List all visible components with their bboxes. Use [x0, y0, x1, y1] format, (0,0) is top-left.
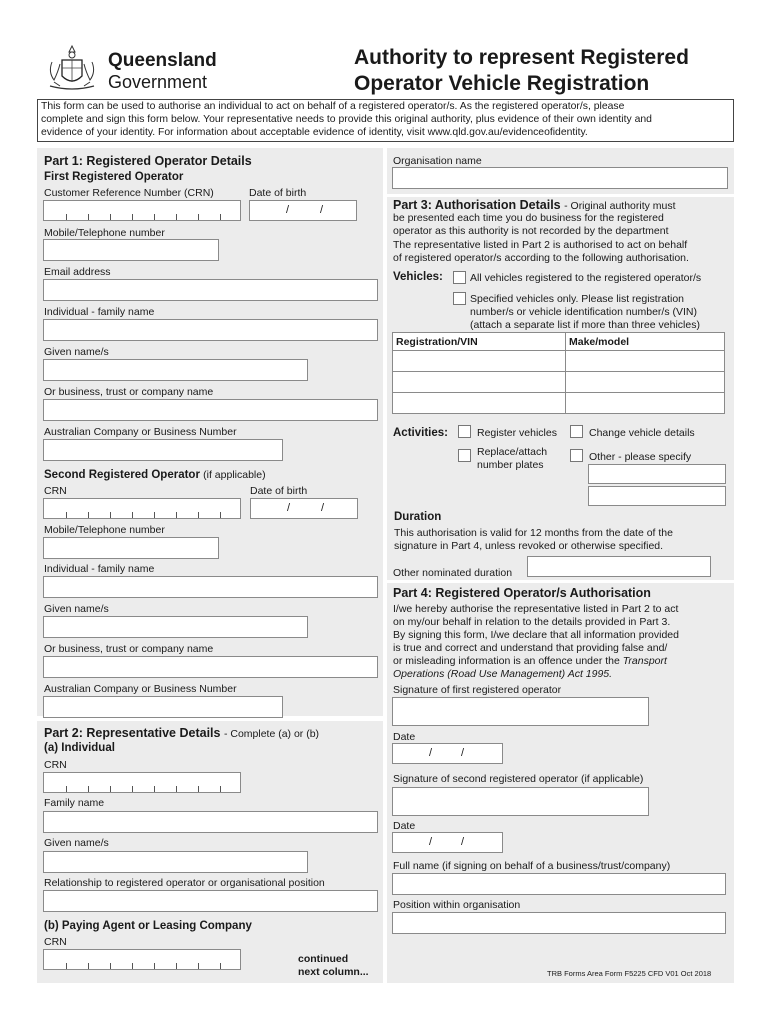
part4-line5	[393, 655, 667, 667]
part3-note: - Original authority must	[564, 200, 676, 212]
other-duration-label: Other nominated duration	[393, 567, 513, 579]
part4-line6: Operations (Road Use Management) Act 1995.	[393, 668, 613, 680]
duration-line2: signature in Part 4, unless revoked or otherwise specified.	[394, 540, 664, 552]
vehicle-table	[392, 332, 725, 414]
other-activity-input-1[interactable]	[588, 464, 726, 484]
all-vehicles-label: All vehicles registered to the registered operator/s	[470, 272, 702, 284]
business2-input[interactable]	[43, 656, 378, 678]
logo-queensland: Queensland	[108, 50, 217, 71]
sig2-input[interactable]	[392, 787, 649, 816]
first-operator-heading: First Registered Operator	[44, 171, 184, 183]
part3-text-line2: of registered operator/s according to the following authorisation.	[393, 252, 689, 264]
org-name-label: Organisation name	[393, 155, 482, 167]
part1-heading: Part 1: Registered Operator Details	[44, 154, 252, 168]
part3-title: Part 3: Authorisation Details	[393, 198, 561, 212]
registration-cell[interactable]	[393, 372, 566, 393]
part2-heading	[44, 726, 319, 741]
column-header-make-model: Make/model	[566, 333, 725, 351]
part4-line1: I/we hereby authorise the representative listed in Part 2 to act	[393, 603, 679, 615]
business2-label: Or business, trust or company name	[44, 643, 214, 655]
email-input[interactable]	[43, 279, 378, 301]
specified-line1: Specified vehicles only. Please list registration	[470, 293, 684, 305]
register-vehicles-checkbox[interactable]	[458, 425, 471, 438]
logo-government: Government	[108, 72, 208, 92]
dob2-slash: /	[321, 502, 325, 514]
part3-heading	[393, 198, 676, 213]
rep-family-label: Family name	[44, 797, 105, 809]
rep-crn-label: CRN	[44, 759, 67, 771]
sig2-label: Signature of second registered operator (if applicable)	[393, 773, 644, 785]
continued-line2: next column...	[298, 966, 369, 978]
part2-note: - Complete (a) or (b)	[223, 728, 320, 740]
table-row	[393, 372, 725, 393]
date1-label: Date	[393, 731, 416, 743]
footer-form-code: TRB Forms Area Form F5225 CFD V01 Oct 2018	[547, 969, 712, 978]
continued-line1: continued	[298, 953, 349, 965]
date2-slash: /	[429, 836, 433, 848]
intro-box	[37, 99, 734, 142]
dob-slash: /	[320, 204, 324, 216]
date2-slash: /	[461, 836, 465, 848]
date1-slash: /	[429, 747, 433, 759]
change-details-label: Change vehicle details	[589, 427, 695, 439]
act-name-italic: Transport	[622, 655, 667, 667]
part4-line3: By signing this form, I/we declare that all information provided	[393, 629, 679, 641]
part3-note-line2: be presented each time you do business for the registered	[393, 212, 664, 224]
replace-plates-line1: Replace/attach	[477, 446, 548, 458]
crn2-label: CRN	[44, 485, 67, 497]
date1-slash: /	[461, 747, 465, 759]
register-vehicles-label: Register vehicles	[477, 427, 557, 439]
intro-line1: This form can be used to authorise an individual to act on behalf of a registered operator/s. As the registered operator/s, please	[41, 101, 625, 112]
family2-input[interactable]	[43, 576, 378, 598]
form-title-line2: Operator Vehicle Registration	[354, 72, 650, 95]
other-activity-input-2[interactable]	[588, 486, 726, 506]
crn-input[interactable]	[43, 200, 241, 221]
acn-input[interactable]	[43, 439, 283, 461]
org-name-input[interactable]	[392, 167, 728, 189]
agent-crn-input[interactable]	[43, 949, 241, 970]
business-name-label: Or business, trust or company name	[44, 386, 214, 398]
dob2-input[interactable]	[250, 498, 358, 519]
table-row	[393, 393, 725, 414]
registration-cell[interactable]	[393, 351, 566, 372]
date2-input[interactable]	[392, 832, 503, 853]
part2-title: Part 2: Representative Details	[44, 726, 221, 740]
crn-label: Customer Reference Number (CRN)	[44, 187, 214, 199]
dob2-slash: /	[287, 502, 291, 514]
dob-label: Date of birth	[249, 187, 307, 199]
second-operator-heading	[44, 469, 266, 482]
intro-line3: evidence of your identity. For information about acceptable evidence of identity, visit www.qld.gov.au/evidenceofidentity.	[41, 127, 588, 138]
agent-crn-label: CRN	[44, 936, 67, 948]
fullname-label: Full name (if signing on behalf of a business/trust/company)	[393, 860, 671, 872]
dob-slash: /	[286, 204, 290, 216]
part4-line4: is true and correct and understand that providing false and/	[393, 642, 668, 654]
column-header-registration: Registration/VIN	[393, 333, 566, 351]
part3-text-line1: The representative listed in Part 2 is authorised to act on behalf	[393, 239, 688, 251]
relationship-input[interactable]	[43, 890, 378, 912]
duration-heading: Duration	[394, 511, 442, 523]
specified-vehicles-checkbox[interactable]	[453, 292, 466, 305]
form-title-line1: Authority to represent Registered	[354, 46, 689, 69]
phone2-input[interactable]	[43, 537, 219, 559]
second-operator-note: (if applicable)	[203, 469, 266, 481]
acn2-input[interactable]	[43, 696, 283, 718]
phone-input[interactable]	[43, 239, 219, 261]
part4-line2: on my/our behalf in relation to the details provided in Part 3.	[393, 616, 671, 628]
vehicles-label: Vehicles:	[393, 271, 443, 283]
date1-input[interactable]	[392, 743, 503, 764]
family-name-input[interactable]	[43, 319, 378, 341]
individual-heading: (a) Individual	[44, 742, 115, 754]
dob2-label: Date of birth	[250, 485, 308, 497]
duration-line1: This authorisation is valid for 12 months from the date of the	[394, 527, 673, 539]
registration-cell[interactable]	[393, 393, 566, 414]
table-row	[393, 351, 725, 372]
part4-heading: Part 4: Registered Operator/s Authorisation	[393, 586, 651, 600]
phone-label: Mobile/Telephone number	[44, 227, 165, 239]
make-model-cell[interactable]	[566, 372, 725, 393]
phone2-label: Mobile/Telephone number	[44, 524, 165, 536]
make-model-cell[interactable]	[566, 393, 725, 414]
rep-family-input[interactable]	[43, 811, 378, 833]
given-names-input[interactable]	[43, 359, 308, 381]
acn2-label: Australian Company or Business Number	[44, 683, 237, 695]
dob-input[interactable]	[249, 200, 357, 221]
table-header-row	[393, 333, 725, 351]
rep-given-label: Given name/s	[44, 837, 109, 849]
rep-given-input[interactable]	[43, 851, 308, 873]
family2-label: Individual - family name	[44, 563, 155, 575]
other-activity-checkbox[interactable]	[570, 449, 583, 462]
relationship-label: Relationship to registered operator or organisational position	[44, 877, 325, 889]
specified-line3: (attach a separate list if more than three vehicles)	[470, 319, 700, 331]
intro-line2: complete and sign this form below. Your representative needs to provide this original authority, plus evidence of their own identity and	[41, 114, 652, 125]
replace-plates-checkbox[interactable]	[458, 449, 471, 462]
activities-label: Activities:	[393, 427, 448, 439]
family-name-label: Individual - family name	[44, 306, 155, 318]
make-model-cell[interactable]	[566, 351, 725, 372]
sig1-input[interactable]	[392, 697, 649, 726]
second-operator-title: Second Registered Operator	[44, 469, 200, 481]
sig1-label: Signature of first registered operator	[393, 684, 562, 696]
given-names-label: Given name/s	[44, 346, 109, 358]
specified-line2: number/s or vehicle identification number/s (VIN)	[470, 306, 698, 318]
fullname-input[interactable]	[392, 873, 726, 895]
crn2-input[interactable]	[43, 498, 241, 519]
position-label: Position within organisation	[393, 899, 521, 911]
paying-agent-heading: (b) Paying Agent or Leasing Company	[44, 920, 252, 932]
date2-label: Date	[393, 820, 416, 832]
other-activity-label: Other - please specify	[589, 451, 692, 463]
business-name-input[interactable]	[43, 399, 378, 421]
change-details-checkbox[interactable]	[570, 425, 583, 438]
rep-crn-input[interactable]	[43, 772, 241, 793]
replace-plates-line2: number plates	[477, 459, 544, 471]
given2-input[interactable]	[43, 616, 308, 638]
all-vehicles-checkbox[interactable]	[453, 271, 466, 284]
email-label: Email address	[44, 266, 111, 278]
position-input[interactable]	[392, 912, 726, 934]
part4-line5-text: or misleading information is an offence under the	[393, 655, 623, 667]
acn-label: Australian Company or Business Number	[44, 426, 237, 438]
other-duration-input[interactable]	[527, 556, 711, 577]
part3-note-line3: operator as this authority is not recorded by the department	[393, 225, 669, 237]
qld-coat-of-arms-icon	[44, 42, 100, 94]
given2-label: Given name/s	[44, 603, 109, 615]
